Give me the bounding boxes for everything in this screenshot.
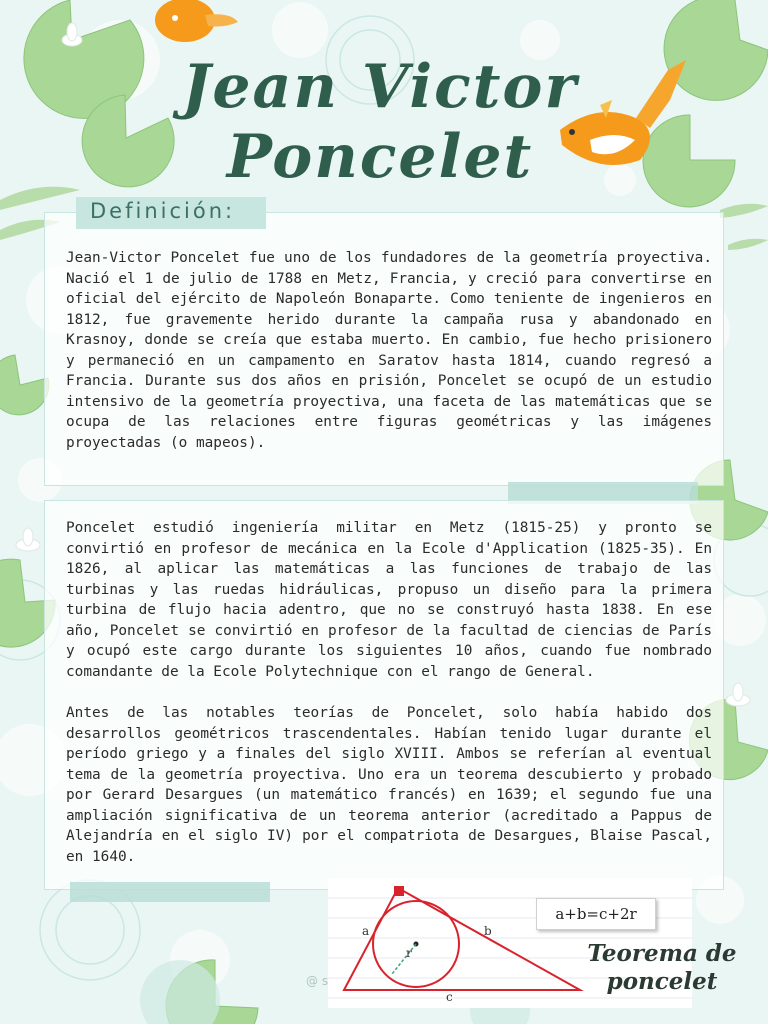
section-label: Definición: [90,199,236,223]
radius-arrow [392,944,416,974]
label-r: r [406,946,412,960]
theorem-caption-line1: Teorema de [587,940,737,967]
decorative-tape-bottom [70,882,270,902]
watermark: @ s [306,974,329,988]
paragraph-intro: Jean-Victor Poncelet fue uno de los fundadores de la geometría proyectiva. Nació el 1 de julio de 1788 en Metz, Francia, y creció para convertirse en oficial del ejército de Napoleón Bonaparte. Como teniente de ingenieros en 1812, fue gravemente herido durante la campaña rusa y abandonado en Krasnoy, donde se creía que estaba muerto. En cambio, fue hecho prisionero y permaneció en un campamento en Saratov hasta 1814, cuando regresó a Francia. Durante sus dos años en prisión, Poncelet se ocupó de un estudio intensivo de la geometría proyectiva, una faceta de las matemáticas que se ocupa de las relaciones entre figuras geométricas y las imágenes proyectadas (o mapeos). [66,250,712,451]
formula-box: a+b=c+2r [536,898,656,930]
page-title-line2: Poncelet [226,122,534,192]
paragraph-theories: Antes de las notables teorías de Poncelet, solo había habido dos desarrollos geométricos trascendentales. Habían tenido lugar durante el período griego y a finales del siglo XVIII. Ambos se referían al eventual tema de la geometría proyectiva. Uno era un teorema descubierto y probado por Gerard Desargues (un matemático francés) en 1639; el segundo fue una ampliación significativa de un teorema anterior (acreditado a Pappus de Alejandría en el siglo IV) por el compatriota de Desargues, Blaise Pascal, en 1640. [66,705,712,865]
label-c: c [446,990,453,1004]
page-title-line1: Jean Victor [181,52,579,122]
theorem-caption-line2: poncelet [606,968,718,995]
paragraph-career: Poncelet estudió ingeniería militar en Metz (1815-25) y pronto se convirtió en profesor de mecánica en la Ecole d'Application (1825-35). En 1826, al aplicar las matemáticas a las funciones de trabajo de las turbinas y las ruedas hidráulicas, propuso un diseño para la primera turbina de flujo hacia adentro, que no se construyó hasta 1838. En ese año, Poncelet se convirtió en profesor de la facultad de ciencias de París y ocupó este cargo durante los siguientes 10 años, cuando fue nombrado comandante de la Ecole Polytechnique con el rango de General. [66,520,712,680]
right-angle-marker [394,886,404,896]
label-a: a [362,924,370,938]
label-b: b [484,924,492,938]
